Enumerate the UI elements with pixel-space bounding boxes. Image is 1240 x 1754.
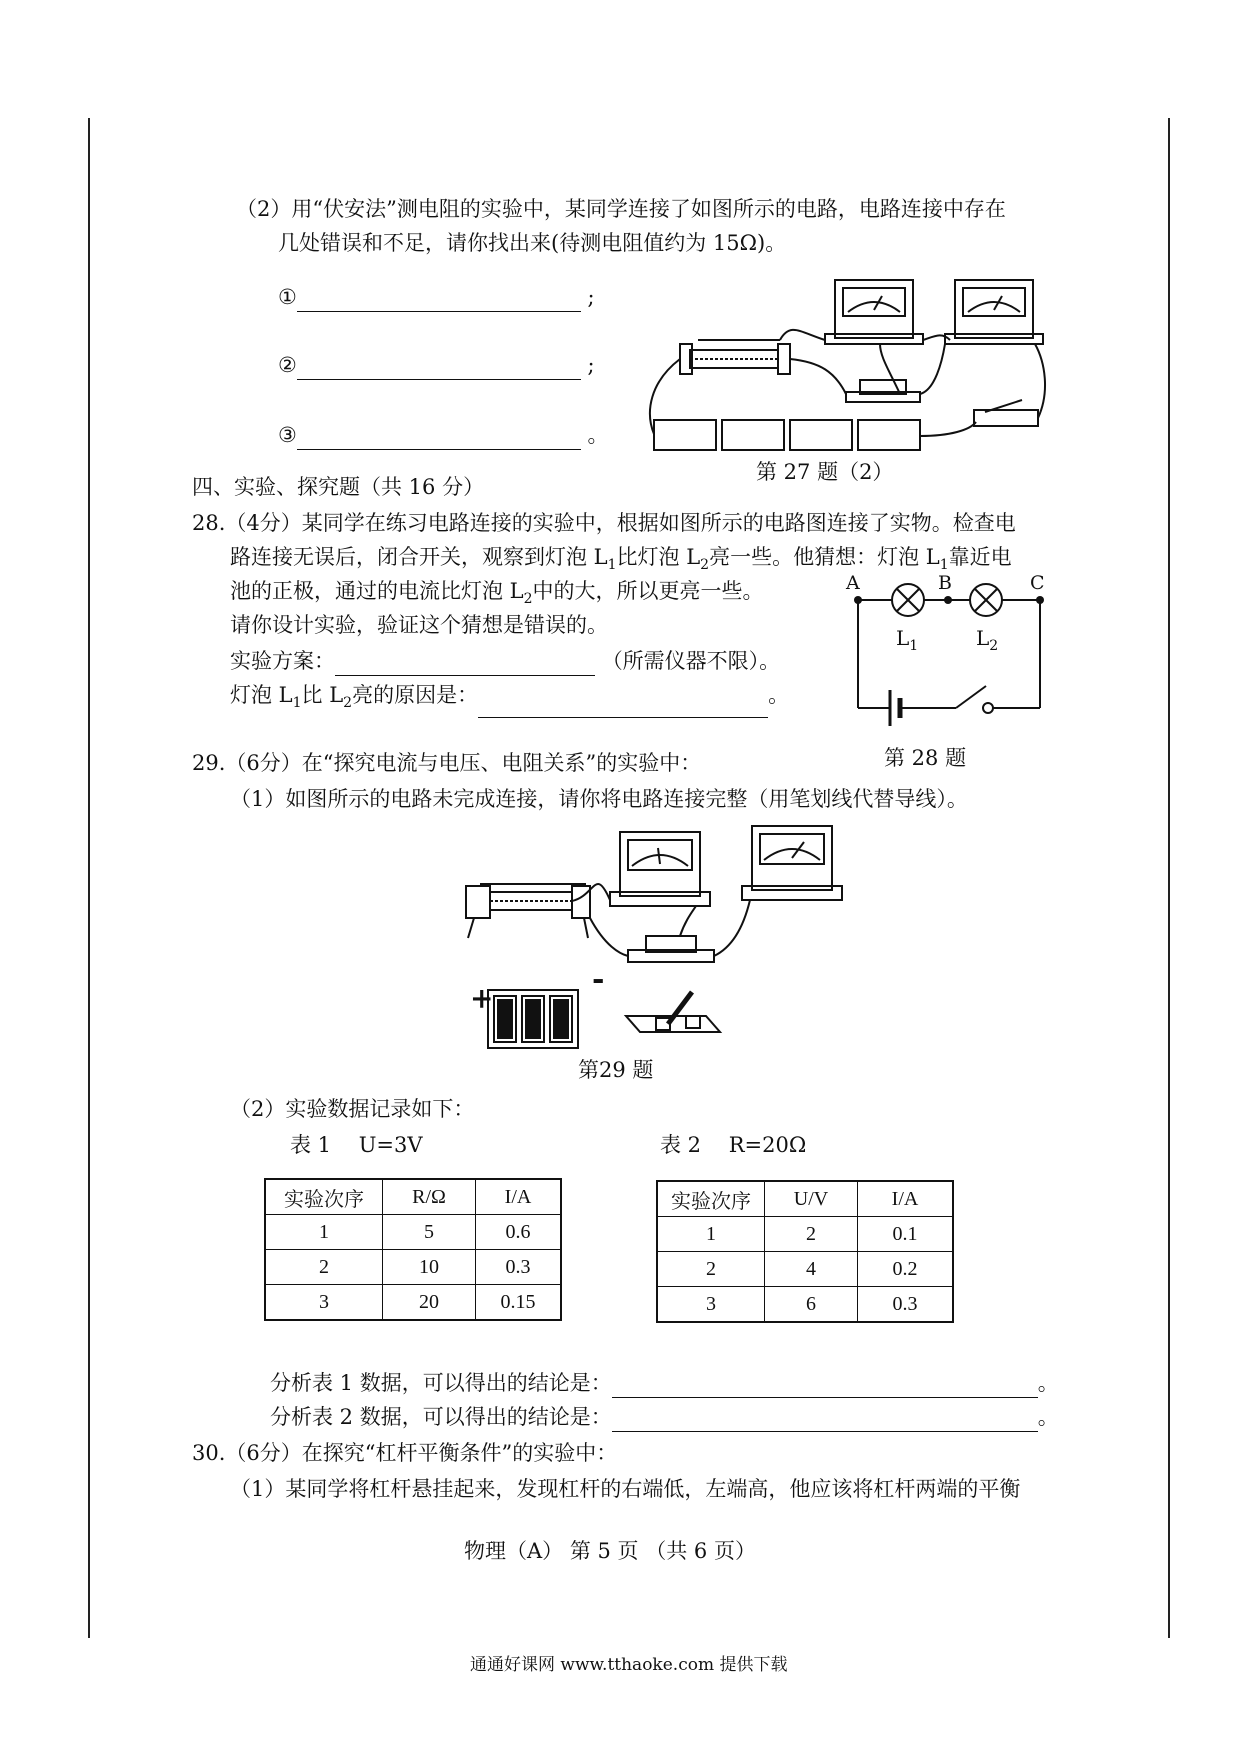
right-margin-line (1168, 118, 1170, 1638)
table1-title: 表 1 U=3V (290, 1133, 423, 1157)
q29-battery-plus: + (470, 982, 494, 1015)
table-cell: 1 (265, 1215, 383, 1250)
q29-circuit-illustration (460, 826, 840, 1056)
table-cell: 5 (383, 1215, 476, 1250)
table-cell: 1 (657, 1217, 765, 1252)
table-cell: 3 (657, 1287, 765, 1323)
table-cell: 2 (265, 1250, 383, 1285)
blank-label: ① (278, 285, 297, 309)
analysis-1-blank[interactable]: 分析表 1 数据，可以得出的结论是： 。 (270, 1368, 1059, 1398)
table-cell: 0.3 (476, 1250, 562, 1285)
q28-label-a: A (846, 572, 860, 594)
table-header-cell: R/Ω (383, 1179, 476, 1215)
q27-circuit-illustration (650, 262, 1050, 462)
q28-label-b: B (938, 572, 952, 594)
table-cell: 3 (265, 1285, 383, 1321)
q28-label-l2: $L_2$ (976, 626, 999, 654)
table-1 (264, 1178, 562, 1321)
q27-caption: 第 27 题（2） (756, 460, 894, 484)
q27-answer-blank-1[interactable]: ① ; (278, 282, 595, 312)
left-margin-line (88, 118, 90, 1638)
q27-2-line2: 几处错误和不足，请你找出来(待测电阻值约为 15Ω)。 (278, 231, 787, 255)
source-footer: 通通好课网 www.tthaoke.com 提供下载 (470, 1655, 788, 1675)
section-title: 四、实验、探究题（共 16 分） (192, 475, 485, 499)
q28-plan-blank[interactable]: 实验方案： （所需仪器不限）。 (230, 646, 780, 676)
q30-line1: 30.（6分）在探究“杠杆平衡条件”的实验中： (192, 1441, 618, 1465)
q27-answer-blank-2[interactable]: ② ; (278, 350, 595, 380)
table-cell: 6 (765, 1287, 858, 1323)
analysis-2-blank[interactable]: 分析表 2 数据，可以得出的结论是： 。 (270, 1402, 1059, 1432)
table-cell: 4 (765, 1252, 858, 1287)
q28-label-c: C (1030, 572, 1045, 594)
table-cell: 0.6 (476, 1215, 562, 1250)
blank-label: ② (278, 353, 297, 377)
table-cell: 0.2 (858, 1252, 954, 1287)
table-row (657, 1287, 953, 1323)
table-row (657, 1252, 953, 1287)
table-header-row (657, 1181, 953, 1217)
q27-2-line1: （2）用“伏安法”测电阻的实验中，某同学连接了如图所示的电路，电路连接中存在 (236, 197, 1006, 221)
table-row (265, 1250, 561, 1285)
q28-caption: 第 28 题 (884, 746, 967, 770)
table-header-cell: I/A (858, 1181, 954, 1217)
q29-line3: （2）实验数据记录如下： (230, 1097, 475, 1121)
table-cell: 2 (657, 1252, 765, 1287)
page-footer: 物理（A） 第 5 页 （共 6 页） (464, 1539, 756, 1563)
q28-line2: 路连接无误后，闭合开关，观察到灯泡 $L_1$比灯泡 $L_2$亮一些。他猜想：灯泡 $L_1$靠近电 (230, 545, 1012, 574)
q29-battery-minus: - (592, 962, 605, 997)
q28-circuit-diagram (838, 578, 1058, 718)
q29-caption: 第29 题 (578, 1058, 654, 1082)
blank-label: ③ (278, 423, 297, 447)
table-cell: 20 (383, 1285, 476, 1321)
table-row (265, 1285, 561, 1321)
table-header-cell: I/A (476, 1179, 562, 1215)
table-row (265, 1215, 561, 1250)
q29-line2: （1）如图所示的电路未完成连接，请你将电路连接完整（用笔划线代替导线）。 (230, 787, 968, 811)
table-header-row (265, 1179, 561, 1215)
table-2 (656, 1180, 954, 1323)
q28-label-l1: $L_1$ (896, 626, 919, 654)
q28-line1: 28.（4分）某同学在练习电路连接的实验中，根据如图所示的电路图连接了实物。检查电 (192, 511, 1016, 535)
table-header-cell: 实验次序 (265, 1179, 383, 1215)
q28-line4: 请你设计实验，验证这个猜想是错误的。 (230, 613, 608, 637)
table-row (657, 1217, 953, 1252)
q28-reason-blank[interactable]: 灯泡 $L_1$比 $L_2$亮的原因是： 。 (230, 680, 789, 718)
q27-answer-blank-3[interactable]: ③ 。 (278, 420, 609, 450)
table-cell: 0.1 (858, 1217, 954, 1252)
table-cell: 2 (765, 1217, 858, 1252)
table-cell: 0.15 (476, 1285, 562, 1321)
table-cell: 10 (383, 1250, 476, 1285)
table-header-cell: 实验次序 (657, 1181, 765, 1217)
q29-line1: 29.（6分）在“探究电流与电压、电阻关系”的实验中： (192, 751, 702, 775)
q28-line3: 池的正极，通过的电流比灯泡 $L_2$中的大，所以更亮一些。 (230, 579, 764, 608)
q30-line2: （1）某同学将杠杆悬挂起来，发现杠杆的右端低，左端高，他应该将杠杆两端的平衡 (230, 1477, 1021, 1501)
table-header-cell: U/V (765, 1181, 858, 1217)
table2-title: 表 2 R=20Ω (660, 1133, 807, 1157)
table-cell: 0.3 (858, 1287, 954, 1323)
